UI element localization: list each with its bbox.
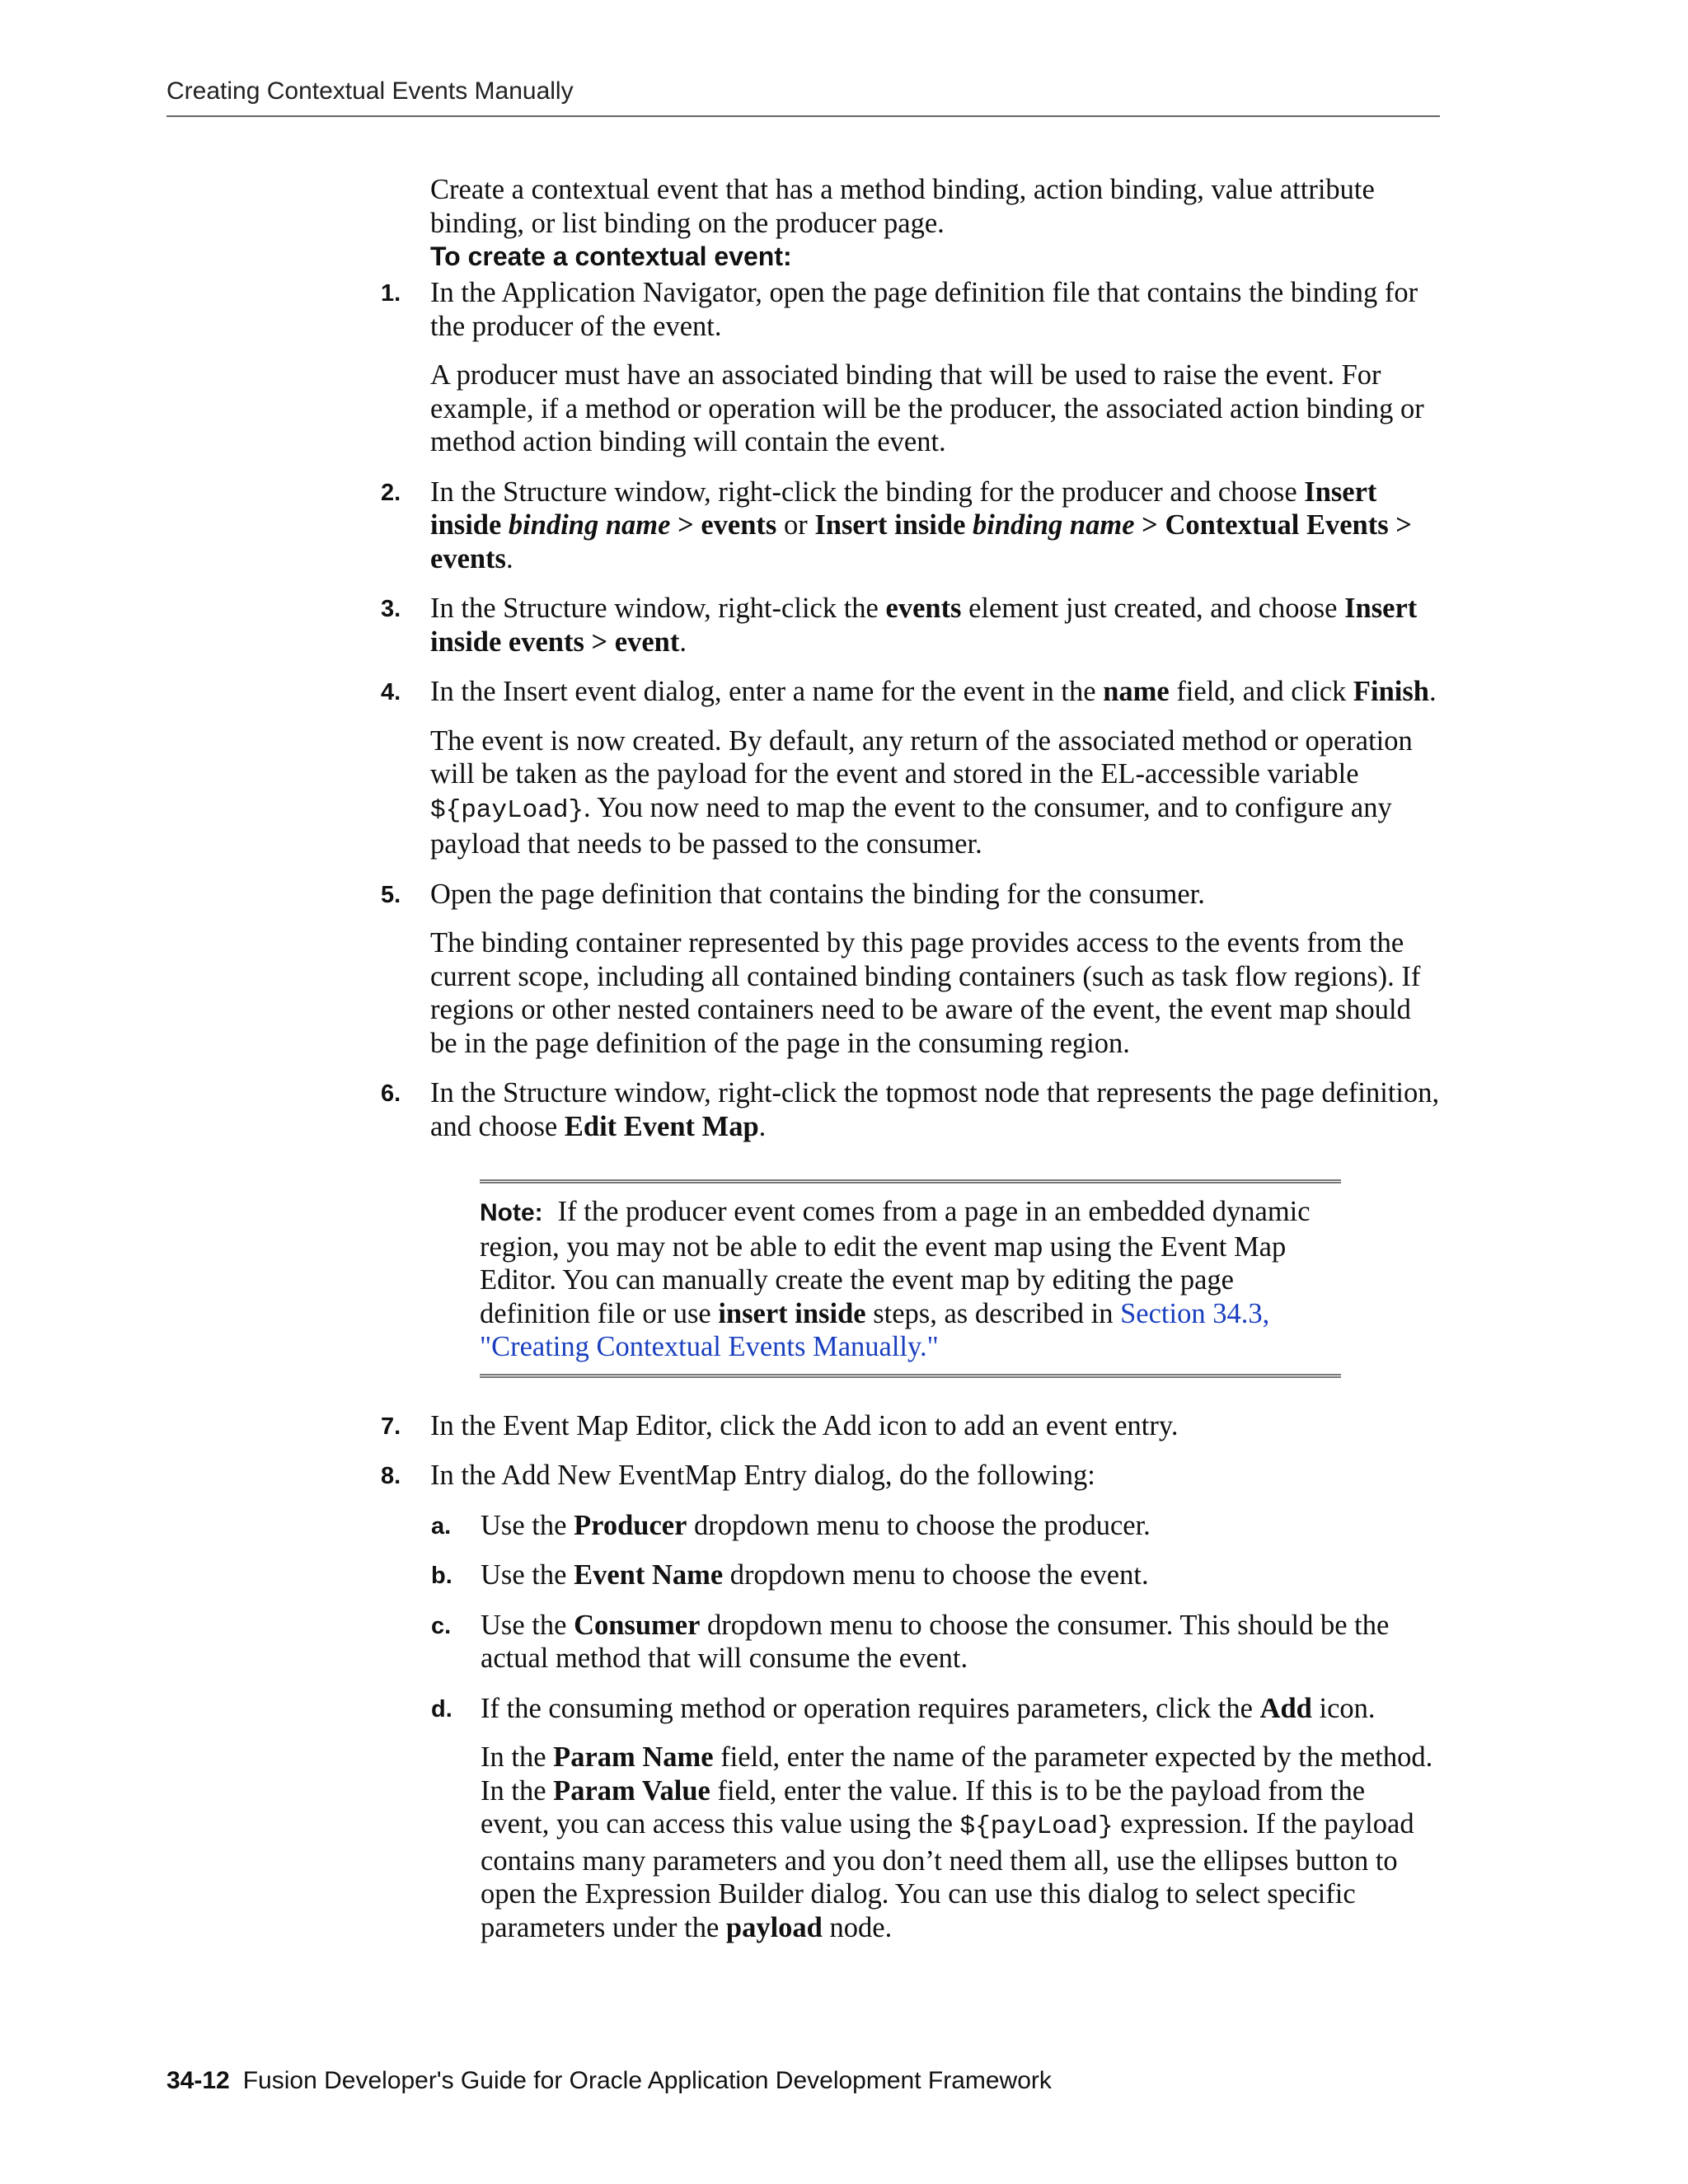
step-text: In the Structure window, right-click the binding for the producer and choose Insert inside binding name > events or Insert inside binding name > Contextual Events > events. [430, 476, 1412, 574]
step-text: In the Structure window, right-click the topmost node that represents the page definition, and choose Edit Event Map. [430, 1077, 1440, 1142]
intro-paragraph: Create a contextual event that has a method binding, action binding, value attribute binding, or list binding on the producer page. [430, 174, 1375, 239]
page-footer [166, 2067, 1052, 2095]
section-link[interactable]: Section 34.3, "Creating Contextual Events Manually." [480, 1297, 1270, 1362]
substep-letter: a. [431, 1512, 452, 1540]
substep-a [431, 1509, 1440, 1543]
step-text: In the Event Map Editor, click the Add icon to add an event entry. [430, 1409, 1179, 1441]
substep-text: Use the Consumer dropdown menu to choose the consumer. This should be the actual method that will consume the event. [481, 1609, 1390, 1674]
step-1 [381, 276, 1440, 459]
book-title: Fusion Developer's Guide for Oracle Application Development Framework [242, 2067, 1052, 2094]
step-number: 5. [381, 881, 401, 908]
step-text: In the Insert event dialog, enter a name for the event in the name field, and click Finish. [430, 676, 1437, 707]
substep-c [431, 1609, 1440, 1675]
substep-text: Use the Event Name dropdown menu to choose the event. [481, 1559, 1149, 1591]
step-number: 2. [381, 479, 401, 506]
step-number: 7. [381, 1413, 401, 1440]
note-label: Note: [480, 1199, 543, 1226]
step-number: 3. [381, 596, 401, 622]
step-number: 1. [381, 280, 401, 307]
step-5 [381, 878, 1440, 1061]
step-8 [381, 1459, 1440, 1944]
step-note-paragraph: The binding container represented by this page provides access to the events from the current scope, including all contained binding containers (such as task flow regions). If regions or other nested containers need to be aware of the event, the event map should be in the page definition of the page in the consuming region. [430, 927, 1421, 1059]
step-4 [381, 675, 1440, 861]
procedure-heading: To create a contextual event: [430, 241, 792, 271]
running-header: Creating Contextual Events Manually [166, 77, 574, 105]
substep-text: If the consuming method or operation requires parameters, click the Add icon. [481, 1692, 1376, 1724]
code-payload: ${payLoad} [430, 795, 584, 825]
step-note-paragraph: A producer must have an associated binding that will be used to raise the event. For example, if a method or operation will be the producer, the associated action binding or method action binding will contain the event. [430, 359, 1424, 457]
step-6 [381, 1076, 1440, 1143]
page-body [381, 173, 1440, 1944]
step-2 [381, 476, 1440, 576]
page-number: 34-12 [166, 2067, 230, 2094]
substep-letter: b. [431, 1563, 452, 1589]
note-text: Note: If the producer event comes from a page in an embedded dynamic region, you may not be able to edit the event map using the Event Map Editor. You can manually create the event map by editing the page definition file or use insert inside steps, as described in Section 34.3, "Creating Contextual Events Manually." [480, 1196, 1311, 1362]
step-text: Open the page definition that contains the binding for the consumer. [430, 878, 1205, 910]
step-3 [381, 592, 1440, 658]
step-7 [381, 1409, 1440, 1443]
code-payload: ${payLoad} [959, 1812, 1114, 1841]
substep-letter: d. [431, 1695, 452, 1722]
step-text: In the Add New EventMap Entry dialog, do the following: [430, 1460, 1095, 1491]
substep-d [431, 1692, 1440, 1945]
substep-note-paragraph: In the Param Name field, enter the name of the parameter expected by the method. In the Param Value field, enter the value. If this is to be the payload from the event, you can access this value using the ${payLoad} expression. If the payload contains many parameters and you don’t need them all, use the ellipses button to open the Expression Builder dialog. You can use this dialog to select specific parameters under the payload node. [481, 1741, 1433, 1943]
step-number: 8. [381, 1463, 401, 1489]
step-note-paragraph: The event is now created. By default, any return of the associated method or operation will be taken as the payload for the event and stored in the EL-accessible variable ${payLoad}. You now need to map the event to the consumer, and to configure any payload that needs to be passed to the consumer. [430, 724, 1413, 860]
step-number: 6. [381, 1080, 401, 1107]
step-text: In the Structure window, right-click the events element just created, and choose Insert inside events > event. [430, 593, 1418, 658]
step-number: 4. [381, 679, 401, 705]
step-text: In the Application Navigator, open the page definition file that contains the binding for the producer of the event. [430, 277, 1418, 342]
substep-text: Use the Producer dropdown menu to choose the producer. [481, 1509, 1151, 1541]
note-box [480, 1179, 1341, 1378]
substep-letter: c. [431, 1612, 452, 1639]
substep-b [431, 1558, 1440, 1592]
header-rule [166, 115, 1440, 117]
